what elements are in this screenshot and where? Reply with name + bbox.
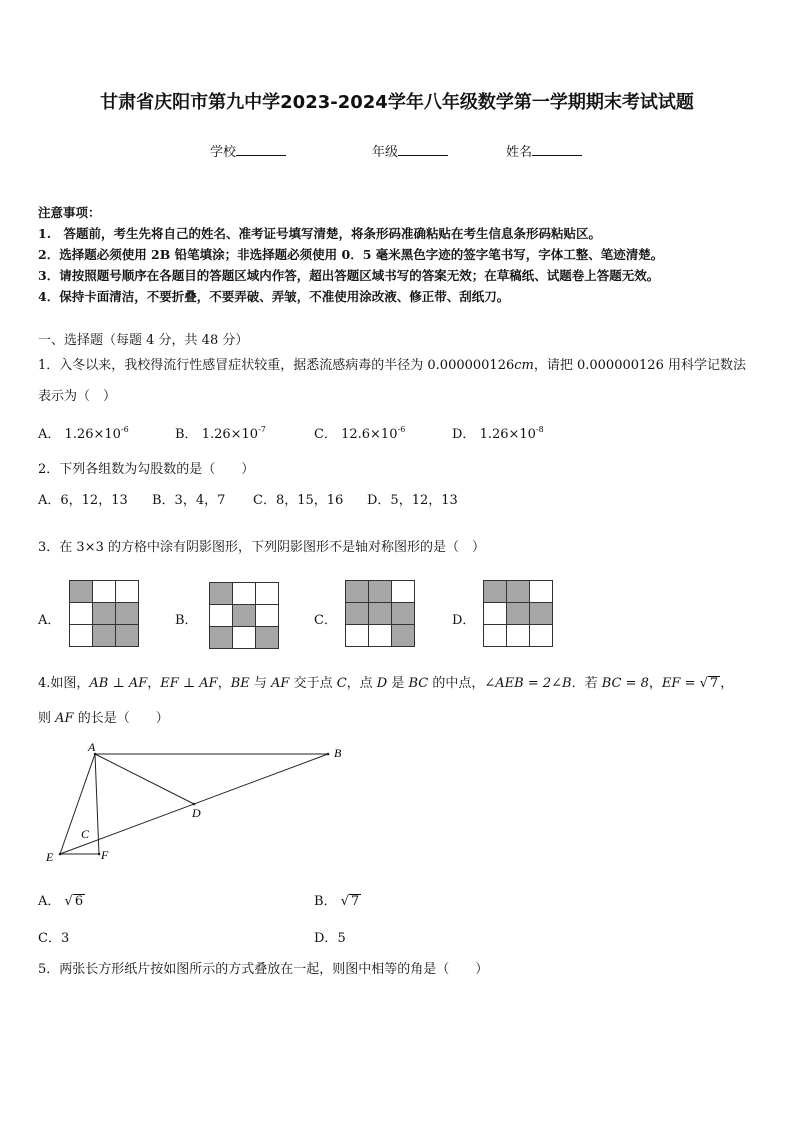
q3-option-d-label[interactable]: D．	[452, 613, 476, 628]
q4-text: 4.如图，	[38, 676, 90, 691]
q4-text: 的长是（ ）	[73, 711, 169, 726]
shaded-cell	[233, 605, 256, 627]
q4-text: ，	[648, 676, 662, 691]
q2-option-a[interactable]: A．6，12，13	[38, 493, 128, 508]
q4-option-b[interactable]: B． √ 7	[314, 894, 360, 909]
option-value: 3	[60, 931, 70, 946]
empty-cell	[484, 603, 507, 625]
grade-field	[372, 141, 448, 160]
q4-math: BE	[230, 676, 250, 691]
shaded-cell	[507, 603, 530, 625]
notice-heading: 注意事项：	[38, 205, 101, 220]
empty-cell	[233, 627, 256, 649]
school-blank	[236, 143, 286, 156]
q4-math: EF ⊥ AF	[160, 676, 218, 691]
shaded-cell	[346, 603, 369, 625]
shaded-cell	[93, 603, 116, 625]
section-heading: 一、选择题（每题 4 分，共 48 分）	[38, 333, 249, 348]
shaded-cell	[507, 581, 530, 603]
empty-cell	[392, 581, 415, 603]
name-blank	[532, 143, 582, 156]
empty-cell	[70, 603, 93, 625]
segment-af	[95, 754, 99, 854]
q4-option-d[interactable]	[314, 927, 346, 946]
q4-math: AF	[271, 676, 290, 691]
q4-math: AF	[55, 711, 74, 726]
shaded-cell	[484, 581, 507, 603]
notice-item: 4．保持卡面清洁，不要折叠，不要弄破、弄皱，不准使用涂改液、修正带、刮纸刀。	[38, 289, 510, 304]
q3-option-c-grid[interactable]	[345, 580, 415, 647]
option-label: A．	[38, 894, 61, 909]
school-field	[210, 141, 286, 160]
q1-option-a[interactable]	[38, 423, 129, 442]
empty-cell	[210, 605, 233, 627]
option-exponent: -7	[258, 425, 266, 434]
option-exponent: -8	[535, 425, 544, 434]
segment-ad	[95, 754, 194, 804]
q4-text: ，	[217, 676, 231, 691]
shaded-cell	[346, 581, 369, 603]
q2-option-c[interactable]: C．8，15，16	[253, 493, 344, 508]
shaded-cell	[93, 625, 116, 647]
grade-blank	[398, 143, 448, 156]
option-exponent: -6	[120, 425, 129, 434]
shaded-cell	[256, 627, 279, 649]
option-label: B．	[314, 894, 337, 909]
q2-option-b[interactable]: B．3，4，7	[152, 493, 226, 508]
q1-option-b[interactable]	[175, 423, 266, 442]
question-3-stem: 3．在 3×3 的方格中涂有阴影图形，下列阴影图形不是轴对称图形的是（ ）	[38, 540, 485, 555]
q3-option-a-grid[interactable]	[69, 580, 139, 647]
shaded-cell	[369, 581, 392, 603]
empty-cell	[484, 625, 507, 647]
option-value: 12.6×10	[341, 427, 398, 442]
shaded-cell	[70, 581, 93, 603]
shaded-cell	[392, 625, 415, 647]
option-value: 1.26×10	[64, 427, 121, 442]
empty-cell	[530, 581, 553, 603]
segment-ae	[60, 754, 95, 854]
q3-option-d-grid[interactable]	[483, 580, 553, 647]
label-f: F	[101, 848, 109, 862]
shaded-cell	[392, 603, 415, 625]
option-label: B．	[175, 427, 198, 442]
q4-radicand: 7	[709, 676, 719, 691]
option-value: 1.26×10	[201, 427, 259, 442]
q1-option-d[interactable]	[452, 423, 544, 442]
q4-text: 是	[387, 676, 409, 691]
shaded-cell	[210, 627, 233, 649]
empty-cell	[530, 625, 553, 647]
notice-item: 1. 答题前，考生先将自己的姓名、准考证号填写清楚，将条形码准确粘贴在考生信息条形码粘贴区。	[38, 226, 602, 241]
option-label: D．	[452, 427, 476, 442]
label-a: A	[88, 740, 96, 754]
q4-text: 与	[249, 676, 272, 691]
shaded-cell	[210, 583, 233, 605]
label-e: E	[46, 850, 54, 864]
shaded-cell	[116, 625, 139, 647]
shaded-cell	[116, 603, 139, 625]
question-1-stem	[38, 354, 746, 373]
q4-text: ，	[720, 676, 734, 691]
q4-text: 交于点	[289, 676, 337, 691]
grade-label: 年级	[372, 145, 399, 160]
q3-option-c-label[interactable]: C．	[314, 613, 337, 628]
q4-text: ，点	[346, 676, 377, 691]
q4-math: BC	[408, 676, 429, 691]
notice-item: 3．请按照题号顺序在各题目的答题区域内作答，超出答题区域书写的答案无效；在草稿纸、试题卷上答题无效。	[38, 268, 660, 283]
empty-cell	[256, 605, 279, 627]
q2-option-d[interactable]: D．5，12，13	[367, 493, 458, 508]
q4-math: D	[376, 676, 388, 691]
empty-cell	[116, 581, 139, 603]
q4-math: BC = 8	[601, 676, 649, 691]
q4-math: AB ⊥ AF	[89, 676, 148, 691]
q4-math: EF =	[661, 676, 696, 691]
option-label: D．	[314, 931, 338, 946]
label-d: D	[192, 806, 201, 820]
shaded-cell	[369, 603, 392, 625]
q4-text: 的中点，	[428, 676, 485, 691]
q4-figure	[40, 738, 360, 868]
q3-option-b-label[interactable]: B．	[175, 613, 198, 628]
empty-cell	[507, 625, 530, 647]
q4-text: ，	[147, 676, 161, 691]
q4-option-c[interactable]	[38, 927, 69, 946]
question-1-stem-line2: 表示为（ ）	[38, 389, 117, 404]
option-label: C．	[38, 931, 61, 946]
option-value: 5	[337, 931, 346, 946]
q4-text: ．若	[571, 676, 602, 691]
question-4-stem: 4.如图，AB ⊥ AF，EF ⊥ AF，BE 与 AF 交于点 C，点 D 是 BC 的中点，∠AEB = 2∠B．若 BC = 8，EF = √ 7 ，	[38, 676, 734, 691]
label-c: C	[81, 827, 90, 841]
question-5-stem: 5．两张长方形纸片按如图所示的方式叠放在一起，则图中相等的角是（ ）	[38, 962, 489, 977]
q4-math: C	[336, 676, 347, 691]
q3-option-a-label[interactable]: A．	[38, 613, 61, 628]
q1-unit: cm	[514, 358, 534, 373]
empty-cell	[233, 583, 256, 605]
empty-cell	[369, 625, 392, 647]
q1-text-a: 1．入冬以来，我校得流行性感冒症状较重，据悉流感病毒的半径为 0.000000126	[38, 358, 515, 373]
label-b: B	[334, 746, 342, 760]
page-title: 甘肃省庆阳市第九中学2023-2024学年八年级数学第一学期期末考试试题	[100, 92, 694, 113]
q4-text: 则	[38, 711, 56, 726]
q4-math: ∠AEB = 2∠B	[484, 676, 572, 691]
question-2-stem: 2．下列各组数为勾股数的是（ ）	[38, 462, 255, 477]
notice-item: 2．选择题必须使用 2B 铅笔填涂；非选择题必须使用 0．5 毫米黑色字迹的签字笔书写，字体工整、笔迹清楚。	[38, 247, 664, 262]
empty-cell	[70, 625, 93, 647]
q1-text-b: ，请把 0.000000126 用科学记数法	[533, 358, 746, 373]
empty-cell	[256, 583, 279, 605]
option-value: 1.26×10	[479, 427, 536, 442]
q4-option-a[interactable]: A． √ 6	[38, 894, 84, 909]
empty-cell	[93, 581, 116, 603]
q3-option-b-grid[interactable]	[209, 582, 279, 649]
name-field	[506, 141, 582, 160]
q1-option-c[interactable]	[314, 423, 405, 442]
option-radicand: 6	[74, 894, 84, 909]
shaded-cell	[530, 603, 553, 625]
school-label: 学校	[210, 145, 237, 160]
question-4-stem-line2	[38, 707, 169, 726]
option-radicand: 7	[351, 894, 360, 909]
name-label: 姓名	[506, 145, 533, 160]
empty-cell	[346, 625, 369, 647]
option-label: C．	[314, 427, 337, 442]
option-exponent: -6	[397, 425, 406, 434]
option-label: A．	[38, 427, 61, 442]
